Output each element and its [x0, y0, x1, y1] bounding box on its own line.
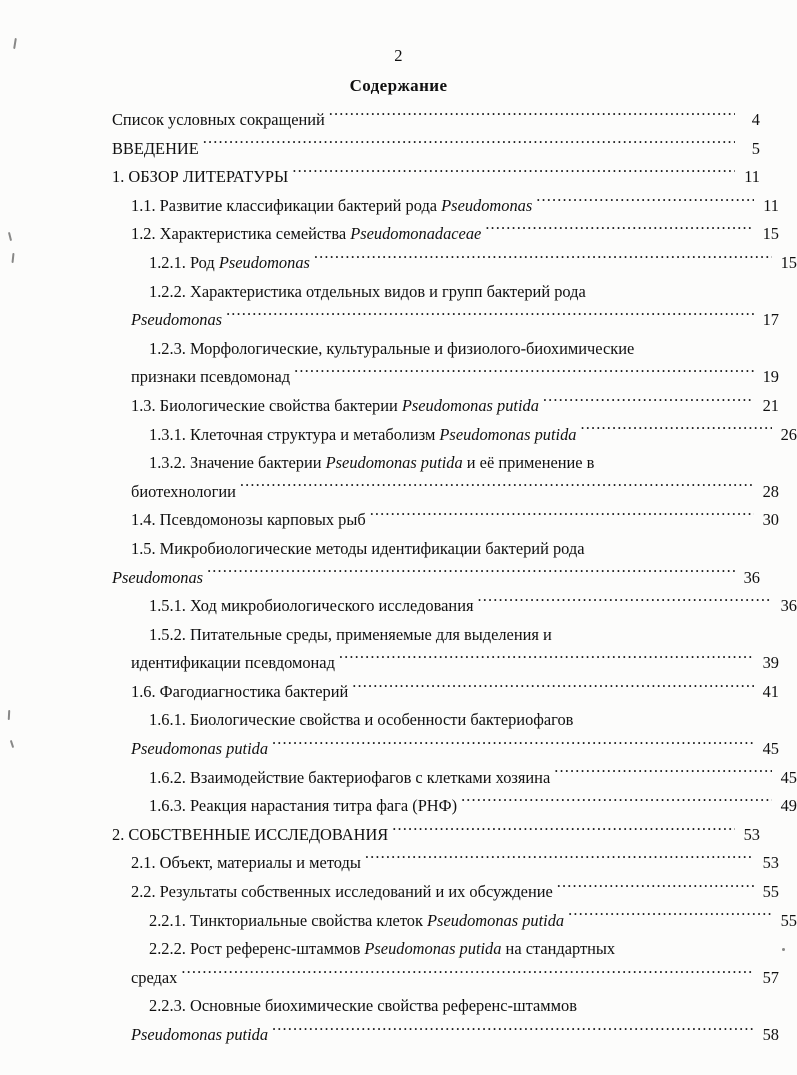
page-number: 2 [394, 46, 403, 65]
toc-entry-label: 1.4. Псевдомонозы карповых рыб [131, 510, 366, 530]
toc-page-number: 36 [743, 567, 760, 587]
toc-page-number: 49 [780, 796, 797, 816]
toc-page-number: 5 [751, 138, 760, 158]
toc-leader-dots [598, 452, 772, 468]
toc-entry-label: 2. СОБСТВЕННЫЕ ИССЛЕДОВАНИЯ [112, 824, 389, 844]
toc-page-number: 53 [762, 853, 779, 873]
toc-entry[interactable] [112, 849, 779, 878]
toc-entry-label: 1.3. Биологические свойства бактерии Pseudomonas putida [131, 395, 539, 415]
toc-leader-dots [543, 395, 754, 411]
toc-page-number: 55 [762, 882, 779, 902]
toc-leader-dots [588, 538, 754, 554]
toc-leader-dots [638, 337, 772, 353]
scan-artifact-speck [782, 948, 785, 951]
page-title: Содержание [349, 76, 448, 95]
toc-entry[interactable] [112, 249, 797, 278]
toc-page-number: 53 [743, 824, 760, 844]
toc-entry[interactable] [112, 964, 779, 993]
scan-artifact-speck [11, 253, 14, 263]
toc-entry[interactable] [112, 764, 797, 793]
toc-entry-label: 1.6.1. Биологические свойства и особенности бактериофагов [149, 710, 574, 730]
toc-page-number: 28 [762, 481, 779, 501]
toc-page-number: 36 [780, 596, 797, 616]
toc-entry-label: 1.6.2. Взаимодействие бактериофагов с клетками хозяина [149, 767, 551, 787]
toc-entry[interactable] [112, 792, 797, 821]
toc-leader-dots [590, 280, 772, 296]
toc-entry[interactable] [112, 621, 797, 650]
toc-entry-label: Pseudomonas [131, 310, 223, 330]
toc-entry[interactable] [112, 135, 760, 164]
toc-entry[interactable] [112, 907, 797, 936]
toc-leader-dots [181, 966, 754, 982]
toc-entry-label: Pseudomonas putida [131, 1025, 269, 1044]
toc-leader-dots [329, 109, 735, 125]
toc-page-number: 11 [744, 167, 760, 187]
toc-entry-label: 1.6.3. Реакция нарастания титра фага (РНФ) [149, 796, 458, 816]
toc-entry-label: 1.1. Развитие классификации бактерий рода Pseudomonas [131, 195, 533, 215]
toc-entry[interactable] [112, 306, 779, 335]
toc-entry-label: 1.2.2. Характеристика отдельных видов и групп бактерий рода [149, 281, 586, 301]
toc-page-number: 45 [762, 739, 779, 759]
toc-leader-dots [294, 366, 754, 382]
toc-entry-label: 1. ОБЗОР ЛИТЕРАТУРЫ [112, 167, 289, 187]
toc-page-number: 17 [762, 310, 779, 330]
toc-entry[interactable] [112, 192, 779, 221]
toc-entry-label: Pseudomonas [112, 567, 204, 587]
toc-entry[interactable] [112, 649, 779, 678]
toc-entry[interactable] [112, 106, 760, 135]
toc-leader-dots [226, 309, 754, 325]
toc-page-number: 26 [780, 424, 797, 444]
toc-entry[interactable] [112, 678, 779, 707]
toc-page-number: 4 [751, 110, 760, 129]
toc-entry-label: Список условных сокращений [112, 110, 325, 129]
toc-entry[interactable] [112, 706, 797, 735]
toc-entry-label: биотехнологии [131, 481, 236, 501]
toc-leader-dots [292, 166, 735, 182]
toc-entry-label: 1.3.1. Клеточная структура и метаболизм Pseudomonas putida [149, 424, 577, 444]
toc-page-number: 45 [780, 767, 797, 787]
scan-artifact-speck [8, 710, 11, 720]
toc-leader-dots [272, 1024, 754, 1040]
toc-entry[interactable] [112, 449, 797, 478]
toc-entry-label: идентификации псевдомонад [131, 653, 335, 673]
toc-entry-label: 2.2.3. Основные биохимические свойства референс-штаммов [149, 996, 577, 1016]
toc-leader-dots [339, 652, 754, 668]
toc-entry-label: Pseudomonas putida [131, 739, 269, 759]
toc-entry[interactable] [112, 535, 779, 564]
toc-page-number: 55 [780, 910, 797, 930]
toc-leader-dots [485, 223, 754, 239]
toc-page-number: 11 [763, 195, 779, 215]
toc-entry[interactable] [112, 363, 779, 392]
toc-entry-label: 2.1. Объект, материалы и методы [131, 853, 361, 873]
toc-leader-dots [461, 795, 772, 811]
toc-entry-label: средах [131, 967, 178, 987]
toc-entry[interactable] [112, 992, 797, 1021]
toc-entry[interactable] [112, 592, 797, 621]
scan-artifact-speck [10, 740, 14, 748]
toc-entry-label: 2.2.2. Рост референс-штаммов Pseudomonas putida на стандартных [149, 939, 616, 959]
toc-leader-dots [554, 766, 772, 782]
table-of-contents [112, 106, 797, 1050]
toc-leader-dots [581, 995, 772, 1011]
toc-entry-label: 1.3.2. Значение бактерии Pseudomonas putida и её применение в [149, 453, 595, 473]
toc-leader-dots [207, 566, 735, 582]
toc-entry[interactable] [112, 220, 779, 249]
toc-entry-label: 1.2.1. Род Pseudomonas [149, 252, 310, 272]
toc-entry[interactable] [112, 421, 797, 450]
toc-entry[interactable] [112, 564, 760, 593]
toc-entry-label: признаки псевдомонад [131, 367, 291, 387]
toc-entry[interactable] [112, 478, 779, 507]
toc-leader-dots [272, 738, 754, 754]
toc-page-number: 15 [762, 224, 779, 244]
toc-entry[interactable] [112, 735, 779, 764]
scan-artifact-speck [8, 232, 12, 241]
toc-page-number: 57 [762, 967, 779, 987]
toc-page-number: 21 [762, 395, 779, 415]
toc-leader-dots [392, 823, 735, 839]
toc-entry[interactable] [112, 392, 779, 421]
toc-entry-label: 1.5.1. Ход микробиологического исследования [149, 596, 474, 616]
toc-leader-dots [478, 595, 772, 611]
toc-entry[interactable] [112, 935, 797, 964]
toc-entry-label: 2.2. Результаты собственных исследований и их обсуждение [131, 882, 553, 902]
toc-leader-dots [536, 194, 754, 210]
toc-leader-dots [352, 680, 754, 696]
toc-leader-dots [577, 709, 772, 725]
toc-entry-label: 1.5.2. Питательные среды, применяемые для выделения и [149, 624, 552, 644]
toc-entry-label: ВВЕДЕНИЕ [112, 138, 199, 158]
toc-leader-dots [557, 881, 754, 897]
toc-page-number: 30 [762, 510, 779, 530]
toc-leader-dots [203, 137, 735, 153]
toc-leader-dots [240, 480, 754, 496]
toc-leader-dots [370, 509, 754, 525]
toc-entry-label: 1.6. Фагодиагностика бактерий [131, 681, 349, 701]
toc-entry[interactable] [112, 1021, 779, 1050]
toc-entry-label: 1.5. Микробиологические методы идентификации бактерий рода [131, 538, 585, 558]
toc-entry[interactable] [112, 506, 779, 535]
toc-leader-dots [580, 423, 772, 439]
toc-entry[interactable] [112, 278, 797, 307]
toc-entry[interactable] [112, 335, 797, 364]
toc-page-number: 39 [762, 653, 779, 673]
toc-entry[interactable] [112, 163, 760, 192]
toc-leader-dots [314, 252, 772, 268]
toc-entry-label: 1.2.3. Морфологические, культуральные и физиолого-биохимические [149, 338, 635, 358]
toc-entry-label: 1.2. Характеристика семейства Pseudomonadaceae [131, 224, 482, 244]
toc-leader-dots [568, 909, 772, 925]
toc-page-number: 15 [780, 252, 797, 272]
toc-entry[interactable] [112, 878, 779, 907]
toc-leader-dots [619, 938, 772, 954]
toc-entry-label: 2.2.1. Тинкториальные свойства клеток Pseudomonas putida [149, 910, 565, 930]
toc-page-number: 19 [762, 367, 779, 387]
toc-leader-dots [556, 623, 772, 639]
toc-entry[interactable] [112, 821, 760, 850]
toc-page-number: 58 [762, 1025, 779, 1044]
toc-leader-dots [365, 852, 754, 868]
toc-page-number: 41 [762, 681, 779, 701]
